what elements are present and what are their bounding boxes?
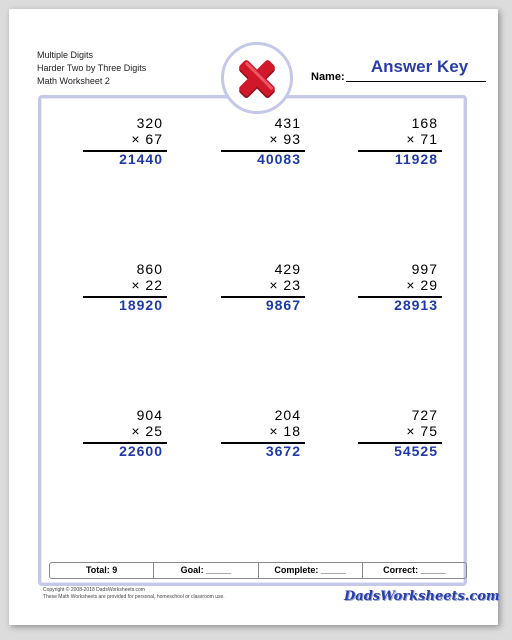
multiplicand: 429 [274,261,301,277]
multiplicand: 997 [411,261,438,277]
multiplier: × 18 [269,423,301,439]
multiplier: × 93 [269,131,301,147]
problem-6 [354,261,444,321]
copyright-line-1: Copyright © 2008-2018 DadsWorksheets.com [43,587,145,593]
answer: 11928 [394,151,438,167]
correct-cell: Correct: _____ [362,563,466,578]
answer: 40083 [257,151,301,167]
answer: 22600 [119,443,163,459]
multiplicand: 904 [136,407,163,423]
answer-key-badge [221,42,293,114]
title-line-2: Harder Two by Three Digits [37,63,147,73]
problem-9 [354,407,444,467]
worksheet-page [9,9,498,625]
answer: 18920 [119,297,163,313]
multiplier: × 29 [406,277,438,293]
answer: 21440 [119,151,163,167]
problem-8 [217,407,307,467]
answer: 28913 [394,297,438,313]
multiplicand: 727 [411,407,438,423]
goal-cell: Goal: _____ [153,563,257,578]
problem-3 [354,115,444,175]
multiplier: × 25 [131,423,163,439]
name-label: Name: [311,71,345,83]
problem-5 [217,261,307,321]
complete-cell: Complete: _____ [258,563,362,578]
copyright-line-2: These Math Worksheets are provided for personal, homeschool or classroom use. [43,594,225,600]
copyright-notice [43,587,225,601]
multiplicand: 320 [136,115,163,131]
problem-4 [79,261,169,321]
answer: 3672 [265,443,301,459]
answer: 54525 [394,443,438,459]
multiplicand: 431 [274,115,301,131]
multiplier: × 75 [406,423,438,439]
multiplicand: 860 [136,261,163,277]
title-line-1: Multiple Digits [37,50,94,60]
problem-7 [79,407,169,467]
multiplicand: 204 [274,407,301,423]
answer: 9867 [265,297,301,313]
multiplier: × 71 [406,131,438,147]
multiplicand: 168 [411,115,438,131]
title-line-3: Math Worksheet 2 [37,76,110,86]
answer-key-label: Answer Key [370,57,469,76]
multiplier: × 22 [131,277,163,293]
name-field [311,57,491,83]
red-x-icon [232,53,282,103]
problem-2 [217,115,307,175]
total-cell: Total: 9 [85,565,118,575]
worksheet-title-block [37,49,146,88]
name-underline [346,81,486,82]
problem-1 [79,115,169,175]
multiplier: × 67 [131,131,163,147]
multiplier: × 23 [269,277,301,293]
dadsworksheets-logo: DadsWorksheets.com [344,589,500,604]
score-bar [49,562,467,579]
